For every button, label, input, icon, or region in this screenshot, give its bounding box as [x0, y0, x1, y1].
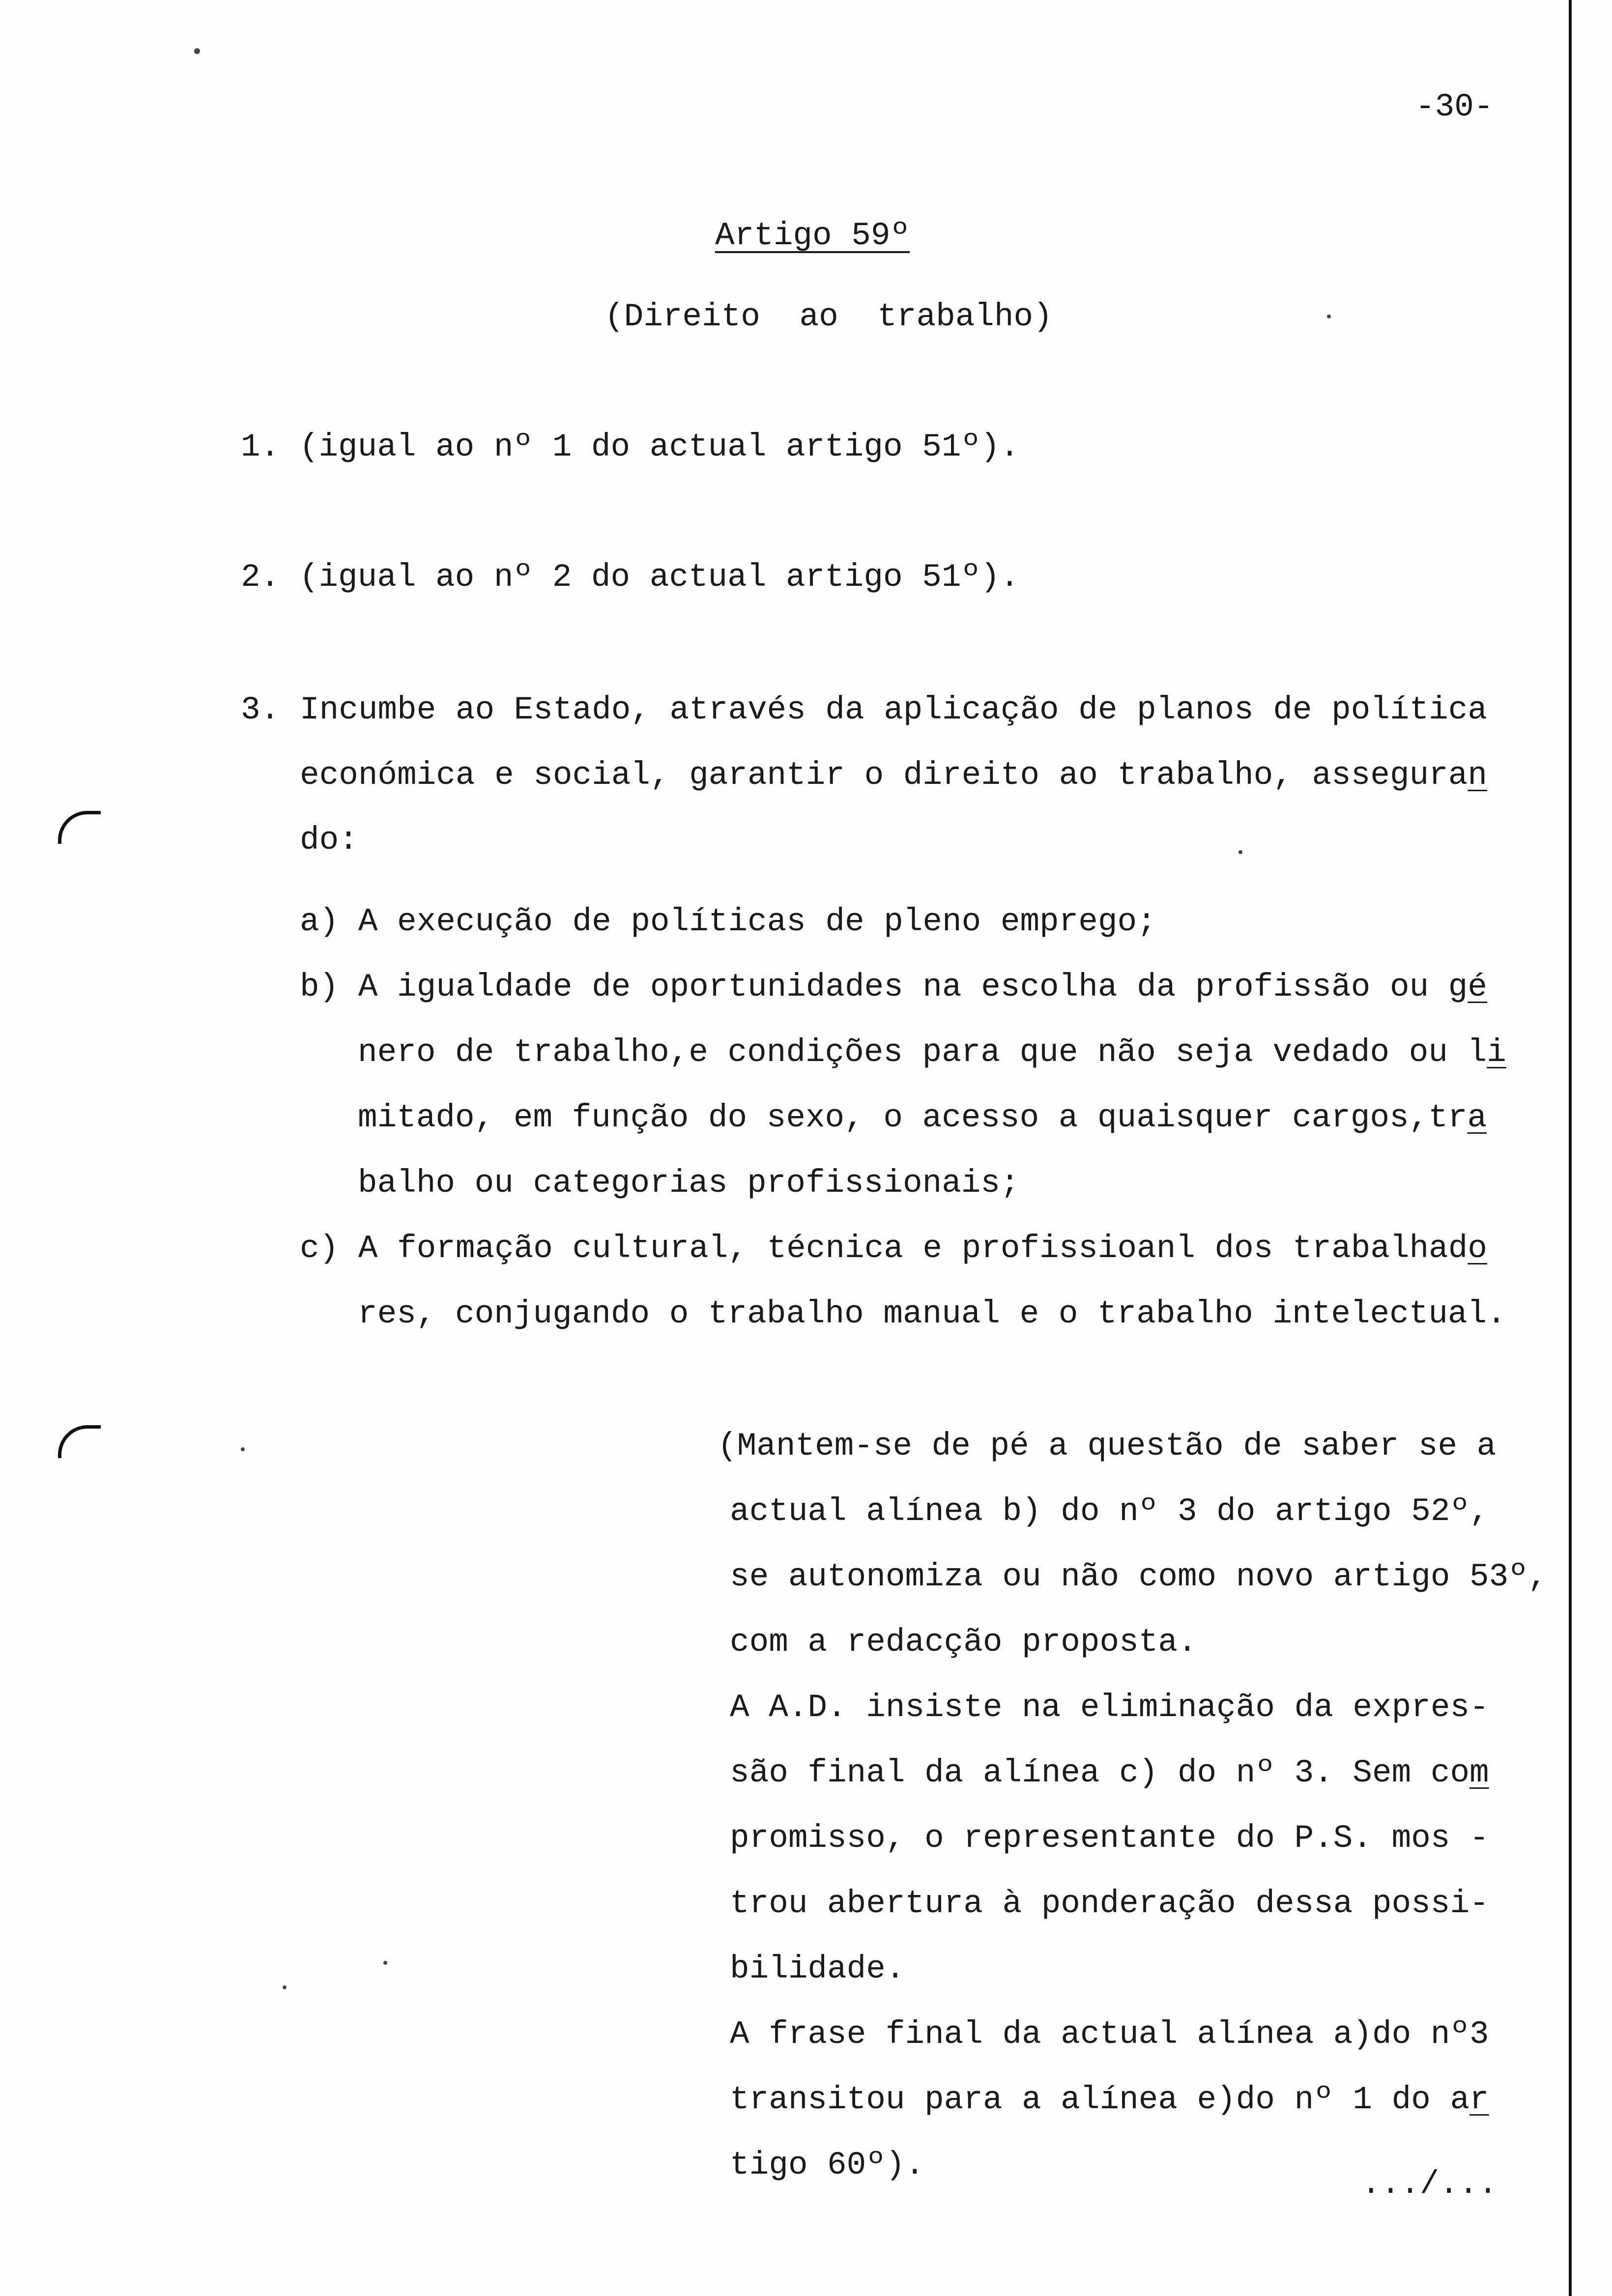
- item-b-line-1: [300, 968, 1487, 1007]
- item-b-line-3: [358, 1098, 1487, 1138]
- paragraph-1: 1. (igual ao nº 1 do actual artigo 51º).: [241, 429, 1020, 465]
- continuation-mark: .../...: [1361, 2166, 1498, 2203]
- note-line-2: actual alínea b) do nº 3 do artigo 52º,: [730, 1493, 1489, 1530]
- note-line-9: bilidade.: [730, 1951, 905, 1987]
- paragraph-2: 2. (igual ao nº 2 do actual artigo 51º).: [241, 559, 1020, 596]
- scan-speck: [383, 1961, 387, 1965]
- item-b-line-2: [358, 1033, 1506, 1072]
- note-line-6: [730, 1753, 1489, 1793]
- item-c-line-1: [300, 1229, 1487, 1268]
- item-b-text: mitado, em função do sexo, o acesso a quaisquer cargos,tr: [358, 1099, 1468, 1136]
- scan-speck: [1327, 315, 1331, 318]
- item-a-text: A execução de políticas de pleno emprego;: [358, 903, 1156, 940]
- note-line-11: [730, 2080, 1489, 2120]
- paragraph-3-line-3: do:: [300, 822, 358, 859]
- paragraph-3-number: 3.: [241, 691, 280, 728]
- note-line-10: A frase final da actual alínea a)do nº3: [730, 2016, 1489, 2053]
- note-text: transitou para a alínea e)do nº 1 do a: [730, 2081, 1470, 2118]
- hyphenation-mark: m: [1469, 1754, 1489, 1791]
- item-a-label: a): [300, 903, 339, 940]
- hyphenation-mark: é: [1468, 969, 1488, 1005]
- note-line-1: (Mantem-se de pé a questão de saber se a: [718, 1428, 1497, 1464]
- item-b-line-4: balho ou categorias profissionais;: [358, 1165, 1020, 1202]
- scan-speck: [241, 1447, 245, 1451]
- paragraph-3-line-2: [300, 756, 1487, 795]
- article-subtitle: (Direito ao trabalho): [604, 298, 1053, 335]
- hyphenation-mark: o: [1468, 1230, 1488, 1267]
- page-number: -30-: [1415, 88, 1494, 125]
- scan-speck: [283, 1985, 287, 1989]
- note-line-5: A A.D. insiste na eliminação da expres-: [730, 1689, 1489, 1726]
- note-line-7: promisso, o representante do P.S. mos -: [730, 1820, 1489, 1857]
- note-text: são final da alínea c) do nº 3. Sem co: [730, 1754, 1470, 1791]
- item-c-line-2: res, conjugando o trabalho manual e o trabalho intelectual.: [358, 1295, 1506, 1332]
- note-line-8: trou abertura à ponderação dessa possi-: [730, 1885, 1489, 1922]
- item-a: [300, 902, 1156, 942]
- paragraph-3-line-1: Incumbe ao Estado, através da aplicação de planos de política: [300, 691, 1487, 728]
- punch-hole-mark: [58, 811, 101, 844]
- item-c-label: c): [300, 1230, 339, 1267]
- page-edge-line: [1569, 0, 1572, 2296]
- hyphenation-mark: a: [1467, 1099, 1487, 1136]
- hyphenation-mark: n: [1468, 757, 1487, 794]
- item-b-label: b): [300, 969, 339, 1005]
- article-title: Artigo 59º: [715, 217, 910, 254]
- note-line-12: tigo 60º).: [730, 2147, 925, 2183]
- paragraph-3-line-2-text: económica e social, garantir o direito ao trabalho, assegura: [300, 757, 1468, 794]
- note-line-4: com a redacção proposta.: [730, 1624, 1197, 1661]
- punch-hole-mark: [58, 1425, 101, 1458]
- item-b-text: nero de trabalho,e condições para que não seja vedado ou l: [358, 1034, 1487, 1071]
- scan-speck: [194, 48, 200, 54]
- scan-speck: [1238, 850, 1242, 854]
- item-c-text: A formação cultural, técnica e profissioanl dos trabalhad: [358, 1230, 1468, 1267]
- hyphenation-mark: r: [1469, 2081, 1489, 2118]
- hyphenation-mark: i: [1487, 1034, 1506, 1071]
- note-line-3: se autonomiza ou não como novo artigo 53º,: [730, 1558, 1548, 1595]
- item-b-text: A igualdade de oportunidades na escolha da profissão ou g: [358, 969, 1468, 1005]
